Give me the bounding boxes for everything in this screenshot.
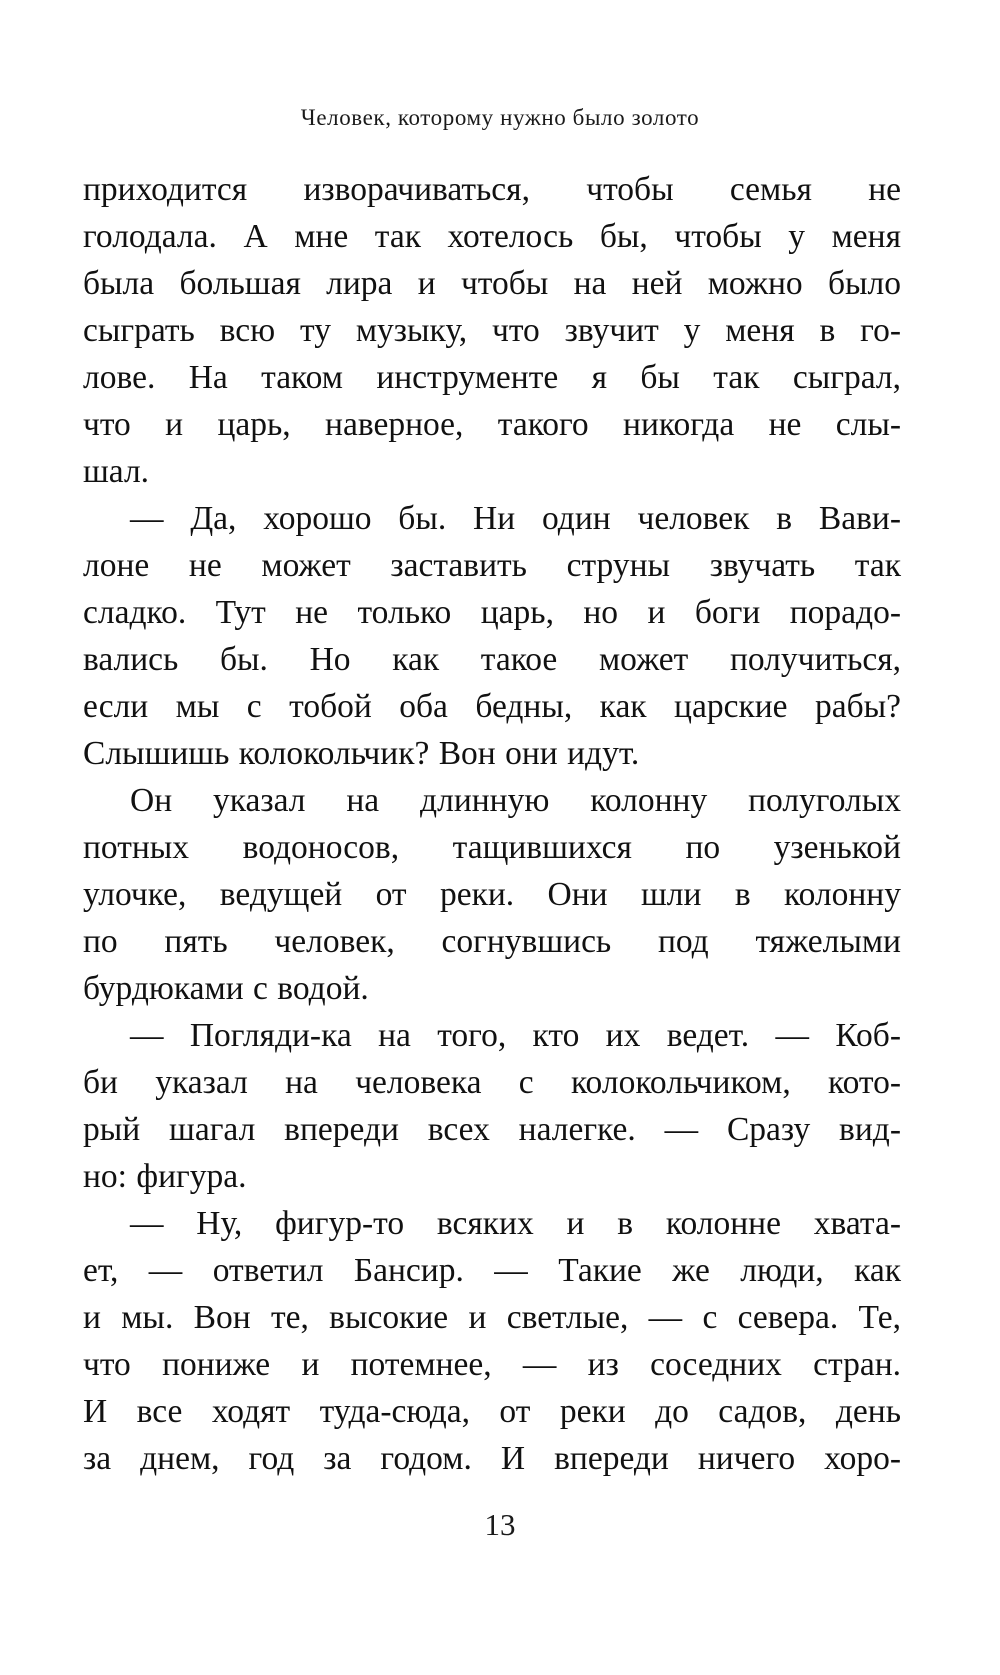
text-line: что пониже и потемнее, — из соседних стран. (83, 1346, 901, 1383)
text-line: но: фигура. (83, 1158, 247, 1195)
text-line: потных водоносов, тащившихся по узенькой (83, 829, 901, 866)
text-line: ет, — ответил Бансир. — Такие же люди, как (83, 1252, 901, 1289)
text-line: сыграть всю ту музыку, что звучит у меня в го- (83, 312, 901, 349)
text-line: голодала. А мне так хотелось бы, чтобы у меня (83, 218, 901, 255)
text-line: была большая лира и чтобы на ней можно было (83, 265, 901, 302)
running-head: Человек, которому нужно было золото (300, 105, 700, 130)
body-text (83, 166, 901, 1482)
text-line: рый шагал впереди всех налегке. — Сразу вид- (83, 1111, 901, 1148)
text-line: — Ну, фигур-то всяких и в колонне хвата- (130, 1205, 901, 1242)
text-line: шал. (83, 453, 150, 490)
text-line: по пять человек, согнувшись под тяжелыми (83, 923, 901, 960)
text-line: что и царь, наверное, такого никогда не слы- (83, 406, 901, 443)
text-line: Он указал на длинную колонну полуголых (130, 782, 901, 819)
text-line: — Да, хорошо бы. Ни один человек в Вави- (130, 500, 901, 537)
text-line: вались бы. Но как такое может получиться, (83, 641, 901, 678)
text-line: лоне не может заставить струны звучать так (83, 547, 901, 584)
text-line: приходится изворачиваться, чтобы семья не (83, 171, 901, 208)
page-number: 13 (484, 1507, 516, 1542)
text-line: бурдюками с водой. (83, 970, 369, 1007)
text-line: би указал на человека с колокольчиком, кото- (83, 1064, 901, 1101)
text-line: и мы. Вон те, высокие и светлые, — с севера. Те, (83, 1299, 901, 1336)
text-line: Слышишь колокольчик? Вон они идут. (83, 735, 640, 772)
text-line: лове. На таком инструменте я бы так сыграл, (83, 359, 901, 396)
text-line: — Погляди-ка на того, кто их ведет. — Коб- (130, 1017, 901, 1054)
text-line: сладко. Тут не только царь, но и боги порадо- (83, 594, 901, 631)
text-line: И все ходят туда-сюда, от реки до садов, день (83, 1393, 901, 1430)
text-line: улочке, ведущей от реки. Они шли в колонну (83, 876, 901, 913)
text-line: за днем, год за годом. И впереди ничего хоро- (83, 1440, 901, 1477)
text-line: если мы с тобой оба бедны, как царские рабы? (83, 688, 901, 725)
